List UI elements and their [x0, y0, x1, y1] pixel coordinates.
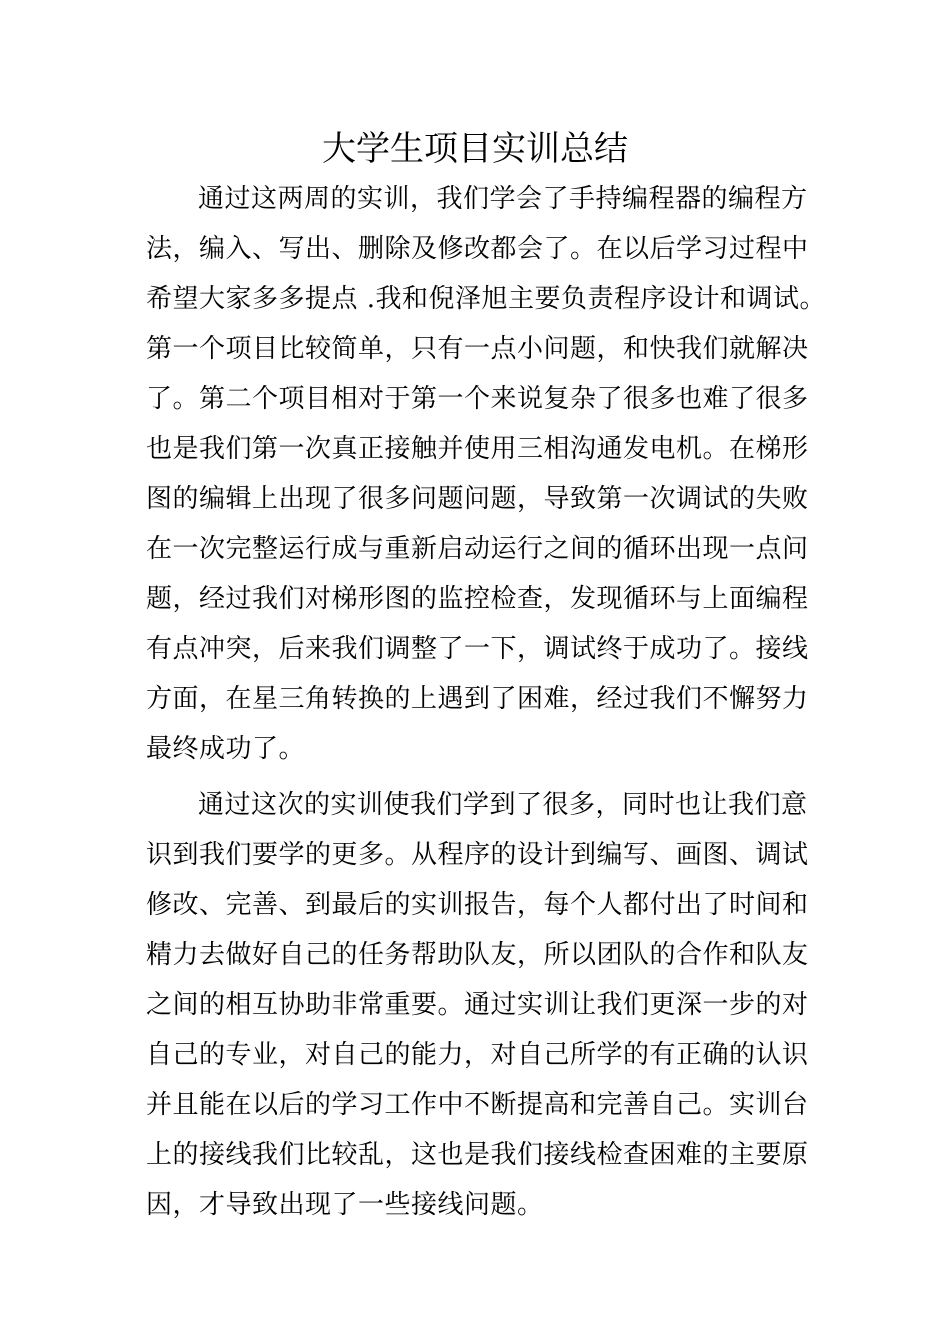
paragraph-line: 通过这次的实训使我们学到了很多，同时也让我们意	[198, 790, 808, 820]
paragraph-line: 第一个项目比较简单，只有一点小问题，和快我们就解决	[146, 334, 809, 364]
paragraph-line: 通过这两周的实训，我们学会了手持编程器的编程方	[198, 184, 808, 214]
paragraph-line: 精力去做好自己的任务帮助队友，所以团队的合作和队友	[146, 940, 809, 970]
paragraph-line: 修改、完善、到最后的实训报告，每个人都付出了时间和	[146, 890, 809, 920]
paragraph-line: 自己的专业，对自己的能力，对自己所学的有正确的认识	[146, 1040, 809, 1070]
paragraph-line: 有点冲突，后来我们调整了一下，调试终于成功了。接线	[146, 634, 809, 664]
paragraph-1	[146, 174, 827, 774]
paragraph-line: 法，编入、写出、删除及修改都会了。在以后学习过程中	[146, 234, 809, 264]
paragraph-line: 之间的相互协助非常重要。通过实训让我们更深一步的对	[146, 990, 809, 1020]
document-title: 大学生项目实训总结	[322, 129, 628, 169]
paragraph-line: 上的接线我们比较乱，这也是我们接线检查困难的主要原	[146, 1140, 809, 1170]
paragraph-line: 识到我们要学的更多。从程序的设计到编写、画图、调试	[146, 840, 809, 870]
paragraph-line: 在一次完整运行成与重新启动运行之间的循环出现一点问	[146, 534, 809, 564]
paragraph-line: 希望大家多多提点 .我和倪泽旭主要负责程序设计和调试。	[146, 284, 827, 314]
paragraph-line: 了。第二个项目相对于第一个来说复杂了很多也难了很多	[146, 384, 809, 414]
paragraph-line: 因，才导致出现了一些接线问题。	[146, 1190, 544, 1220]
paragraph-line: 最终成功了。	[146, 734, 306, 764]
paragraph-line: 方面，在星三角转换的上遇到了困难，经过我们不懈努力	[146, 684, 809, 714]
paragraph-2	[146, 780, 818, 1230]
document-body	[146, 174, 827, 1230]
paragraph-line: 并且能在以后的学习工作中不断提高和完善自己。实训台	[146, 1090, 809, 1120]
paragraph-line: 题，经过我们对梯形图的监控检查，发现循环与上面编程	[146, 584, 809, 614]
paragraph-line: 图的编辑上出现了很多问题问题，导致第一次调试的失败	[146, 484, 809, 514]
paragraph-line: 也是我们第一次真正接触并使用三相沟通发电机。在梯形	[146, 434, 809, 464]
